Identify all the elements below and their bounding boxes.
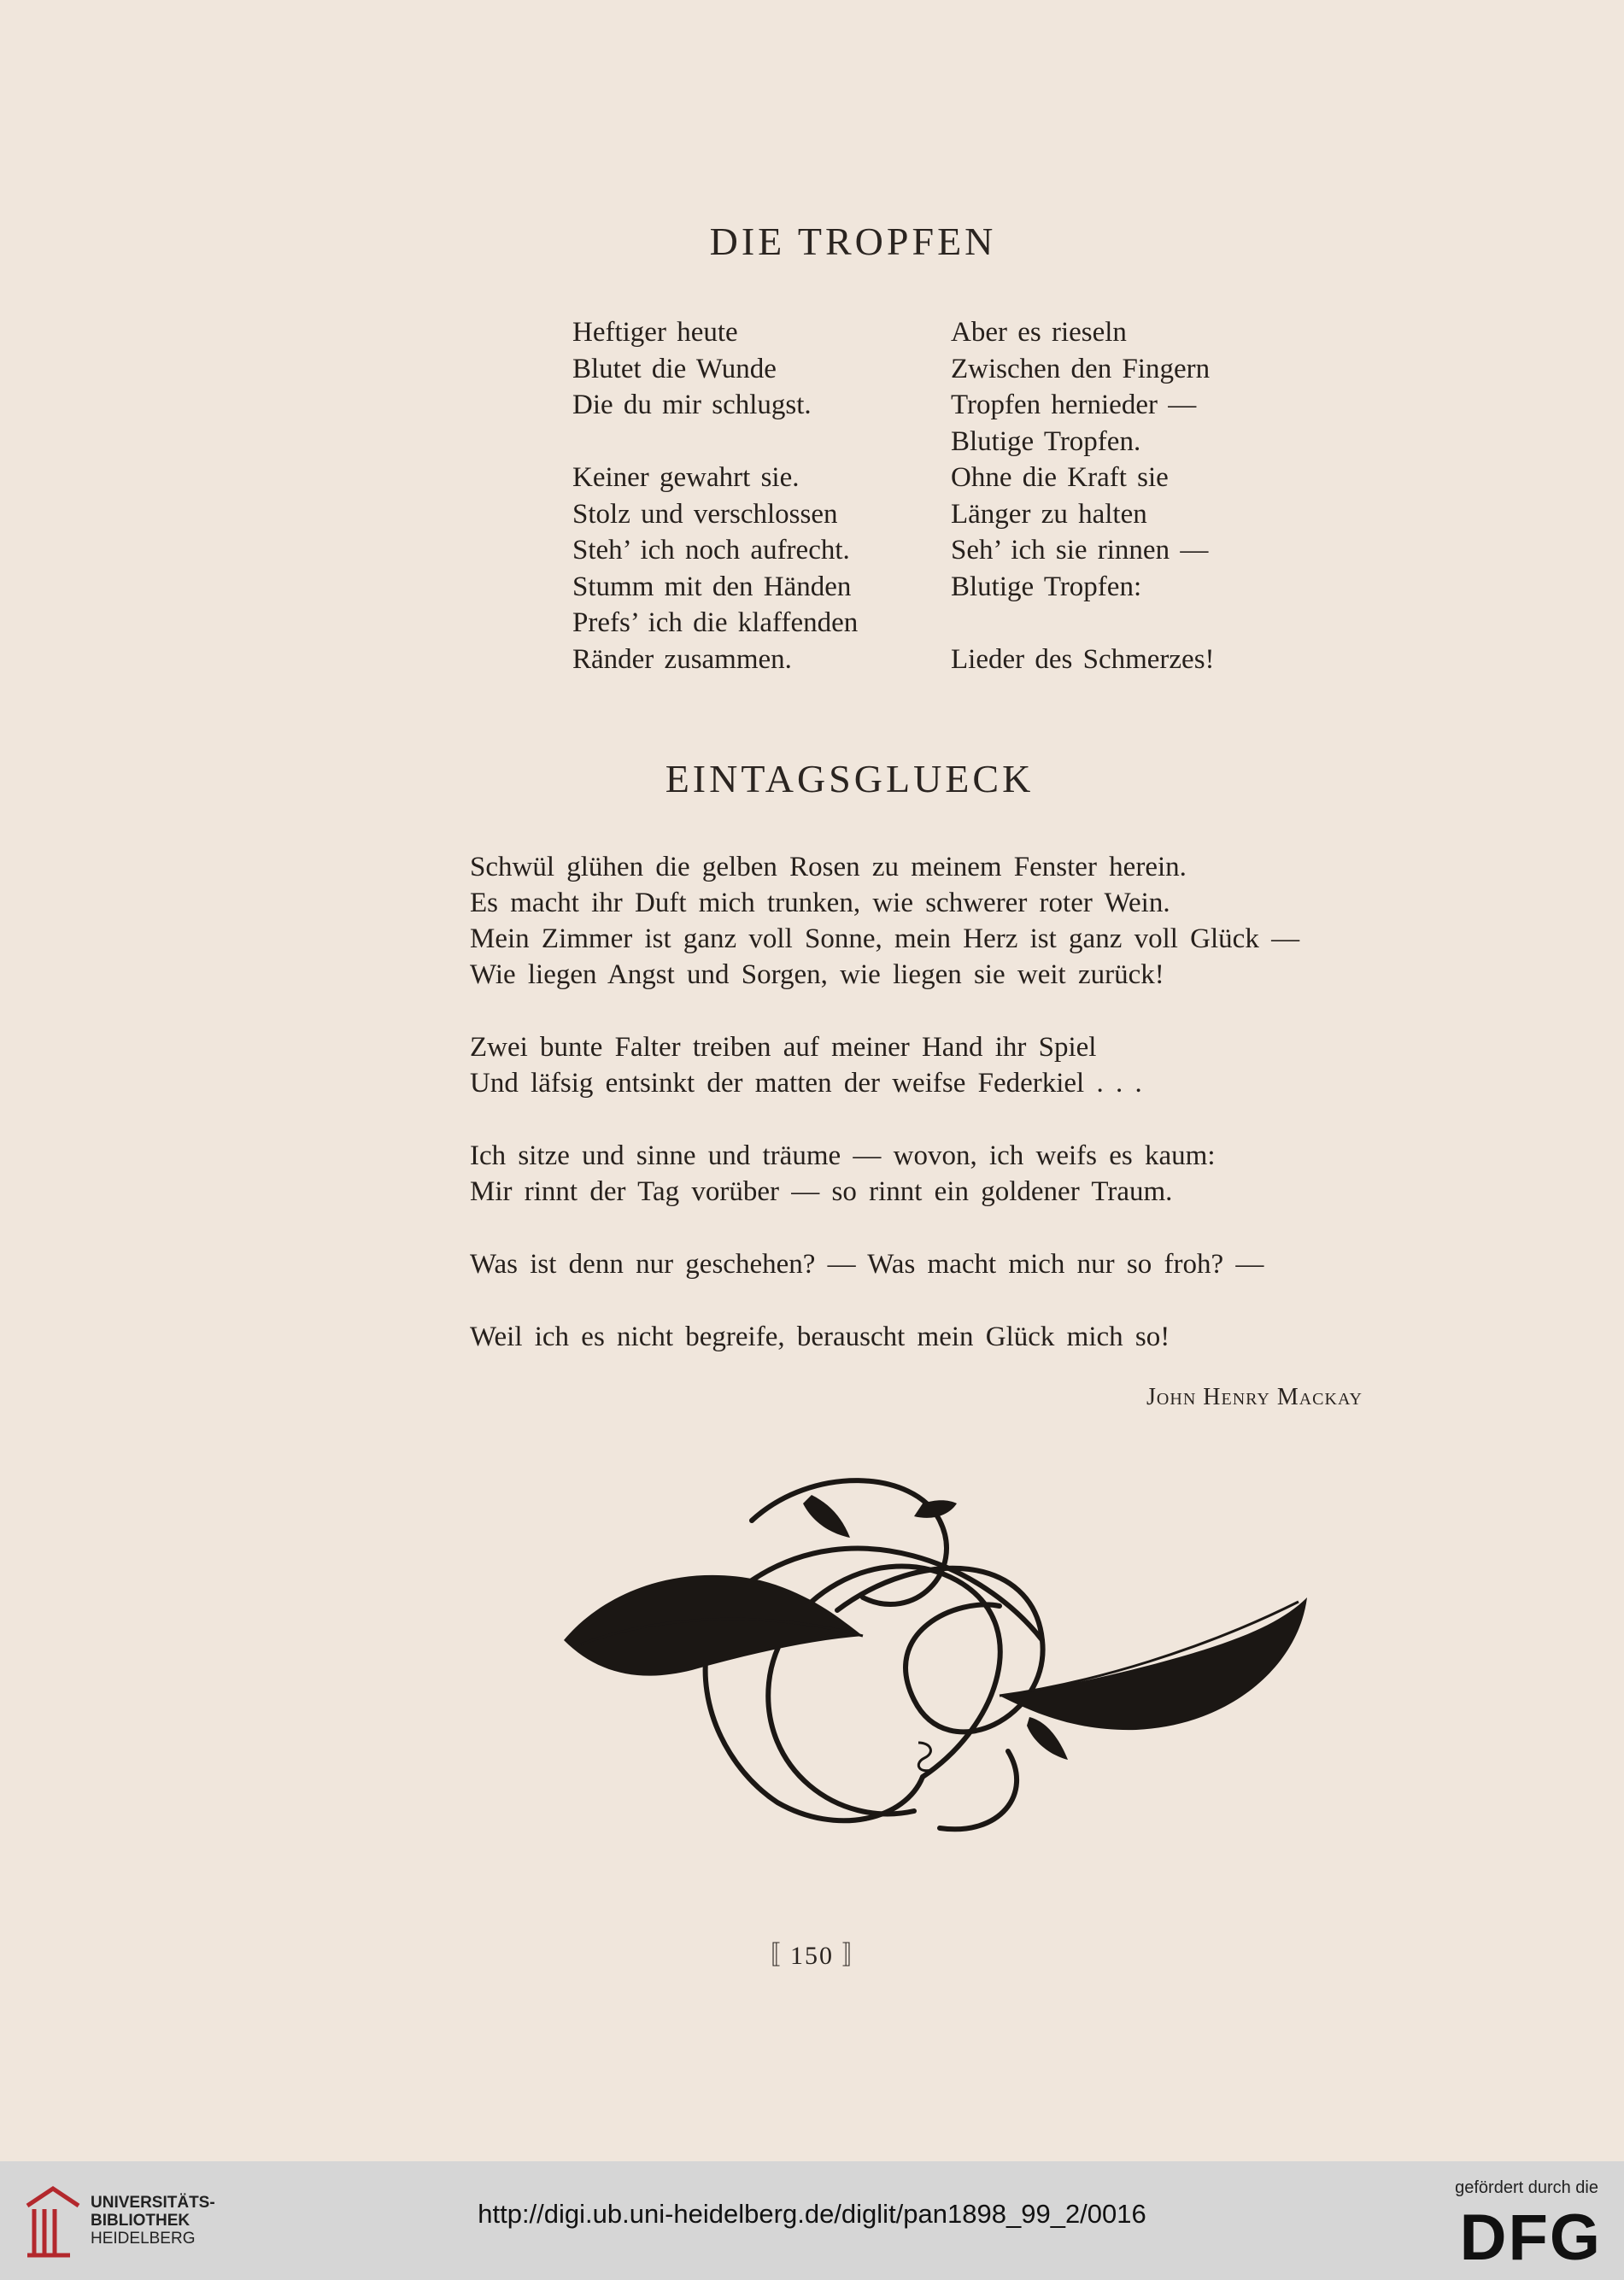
- poem-line: Heftiger heute: [572, 317, 738, 348]
- poem-line: Wie liegen Angst und Sorgen, wie liegen sie weit zurück!: [470, 959, 1164, 990]
- page-number: 〚 150 〛: [754, 1942, 870, 1970]
- library-name-line2: BIBLIOTHEK: [91, 2212, 191, 2230]
- poem-line: Stolz und verschlossen: [572, 498, 838, 530]
- funded-by-label: gefördert durch die: [1455, 2178, 1598, 2197]
- poem-line: Weil ich es nicht begreife, berauscht mein Glück mich so!: [470, 1322, 1170, 1352]
- document-url-link[interactable]: http://digi.ub.uni-heidelberg.de/diglit/pan1898_99_2/0016: [478, 2199, 1146, 2229]
- poem-line: Ohne die Kraft sie: [951, 462, 1169, 493]
- floral-leaf-ornament-icon: [555, 1469, 1316, 1862]
- author-signature: John Henry Mackay: [1146, 1384, 1363, 1410]
- poem-line: Und läfsig entsinkt der matten der weifse Federkiel . . .: [470, 1068, 1142, 1099]
- poem1-right-column: [951, 314, 1215, 677]
- poem-line: Blutige Tropfen:: [951, 571, 1142, 602]
- stanza-gap: [470, 993, 1392, 1029]
- poem-line: Keiner gewahrt sie.: [572, 462, 800, 493]
- poem-line: Blutige Tropfen.: [951, 425, 1141, 457]
- poem-line: Was ist denn nur geschehen? — Was macht mich nur so froh? —: [470, 1249, 1264, 1280]
- poem-line: Mein Zimmer ist ganz voll Sonne, mein Herz ist ganz voll Glück —: [470, 923, 1300, 954]
- poem-line: Blutet die Wunde: [572, 353, 777, 384]
- dfg-logo[interactable]: DFG: [1459, 2201, 1602, 2274]
- poem-line: Lieder des Schmerzes!: [951, 643, 1215, 675]
- poem-line: Zwischen den Fingern: [951, 353, 1211, 384]
- poem-line: Seh’ ich sie rinnen —: [951, 535, 1209, 566]
- poem-line: Tropfen hernieder —: [951, 390, 1197, 420]
- poem-line: Prefs’ ich die klaffenden: [572, 607, 859, 638]
- footer-bar: [0, 2161, 1624, 2280]
- poem-line: Die du mir schlugst.: [572, 390, 812, 420]
- poem-line: Es macht ihr Duft mich trunken, wie schwerer roter Wein.: [470, 888, 1170, 918]
- poem-line: Mir rinnt der Tag vorüber — so rinnt ein goldener Traum.: [470, 1176, 1173, 1207]
- poem2-body: [470, 849, 1392, 1355]
- stanza-gap: [470, 1101, 1392, 1138]
- poem-line: Stumm mit den Händen: [572, 571, 852, 602]
- poem-line: Länger zu halten: [951, 498, 1147, 530]
- poem-title-eintagsglueck: EINTAGSGLUECK: [665, 757, 1035, 800]
- poem-line: Steh’ ich noch aufrecht.: [572, 535, 850, 566]
- poem-title-die-tropfen: DIE TROPFEN: [709, 220, 997, 263]
- poem-line: Ränder zusammen.: [572, 643, 792, 675]
- poem-line: Schwül glühen die gelben Rosen zu meinem Fenster herein.: [470, 852, 1187, 882]
- stanza-gap: [470, 1210, 1392, 1246]
- poem-line: Aber es rieseln: [951, 317, 1127, 348]
- library-name-line3: HEIDELBERG: [91, 2230, 196, 2248]
- library-name-line1: UNIVERSITÄTS-: [91, 2194, 215, 2212]
- poem-line: Zwei bunte Falter treiben auf meiner Hand ihr Spiel: [470, 1032, 1097, 1063]
- poem-line: Ich sitze und sinne und träume — wovon, ich weifs es kaum:: [470, 1140, 1216, 1171]
- poem1-left-column: [572, 314, 858, 677]
- stanza-gap: [470, 1282, 1392, 1319]
- poem-line-blank: [951, 605, 1215, 642]
- poem-line-blank: [572, 424, 858, 460]
